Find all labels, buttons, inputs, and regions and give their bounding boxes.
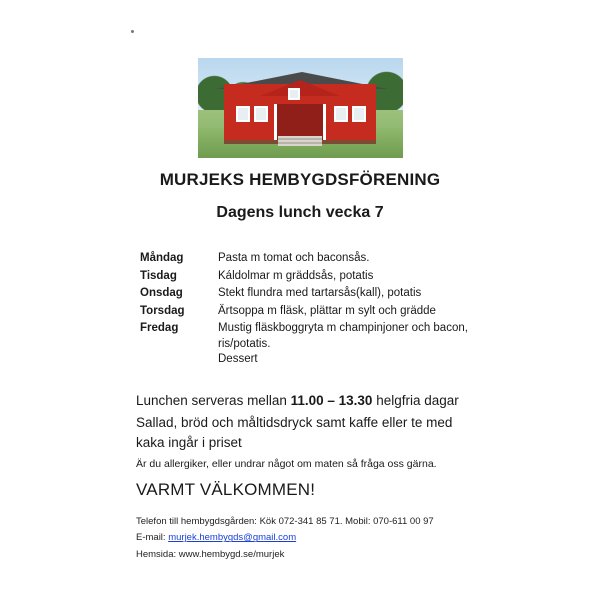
weekly-menu-table <box>140 250 480 369</box>
red-house-photo <box>198 58 403 158</box>
page-subtitle: Dagens lunch vecka 7 <box>216 204 384 221</box>
stray-mark <box>131 30 134 33</box>
serving-time: 11.00 – 13.30 <box>290 392 373 408</box>
email-line <box>136 530 480 546</box>
menu-day: Onsdag <box>140 287 183 300</box>
table-row <box>140 303 480 321</box>
menu-day: Tisdag <box>140 269 177 282</box>
menu-dish: Pasta m tomat och baconsås. <box>218 252 370 264</box>
included-line: Sallad, bröd och måltidsdryck samt kaffe eller te med kaka ingår i priset <box>136 415 453 450</box>
serving-hours-line <box>136 391 480 411</box>
serving-prefix: Lunchen serveras mellan <box>136 392 291 408</box>
phone-line: Telefon till hembygdsgården: Kök 072-341 85 71. Mobil: 070-611 00 97 <box>136 516 434 528</box>
table-row <box>140 320 480 369</box>
menu-dish: Káldolmar m gräddsås, potatis <box>218 269 374 282</box>
menu-dish <box>218 320 480 369</box>
porch <box>274 104 326 140</box>
menu-day: Måndag <box>140 252 184 264</box>
website-value[interactable]: www.hembygd.se/murjek <box>178 548 285 560</box>
website-line <box>136 547 480 563</box>
menu-dish: Stekt flundra med tartarsås(kall), potatis <box>218 287 422 300</box>
table-row <box>140 268 480 286</box>
menu-dish-text: Mustig fläskboggryta m champinjoner och bacon, ris/potatis. <box>218 322 468 350</box>
window <box>254 106 268 122</box>
info-block <box>136 391 480 471</box>
welcome-heading: VARMT VÄLKOMMEN! <box>136 480 316 500</box>
menu-dish-extra: Dessert <box>218 353 258 366</box>
contact-footer <box>136 514 480 562</box>
allergy-note: Är du allergiker, eller undrar något om maten så fråga oss gärna. <box>136 458 437 471</box>
window <box>352 106 366 122</box>
website-label: Hemsida: <box>136 548 179 560</box>
menu-dish: Ärtsoppa m fläsk, plättar m sylt och grädde <box>218 304 436 317</box>
window <box>288 88 300 100</box>
window <box>334 106 348 122</box>
photo-container <box>120 0 480 158</box>
menu-day: Torsdag <box>140 304 185 317</box>
menu-day: Fredag <box>140 322 179 335</box>
email-label: E-mail: <box>136 532 169 544</box>
window <box>236 106 250 122</box>
table-row <box>140 250 480 268</box>
steps <box>278 136 322 146</box>
email-link[interactable]: murjek.hembygds@gmail.com <box>168 532 297 544</box>
page-title: MURJEKS HEMBYGDSFÖRENING <box>159 170 441 189</box>
table-row <box>140 285 480 303</box>
serving-suffix: helgfria dagar <box>372 392 459 408</box>
gable-shape <box>260 80 340 96</box>
